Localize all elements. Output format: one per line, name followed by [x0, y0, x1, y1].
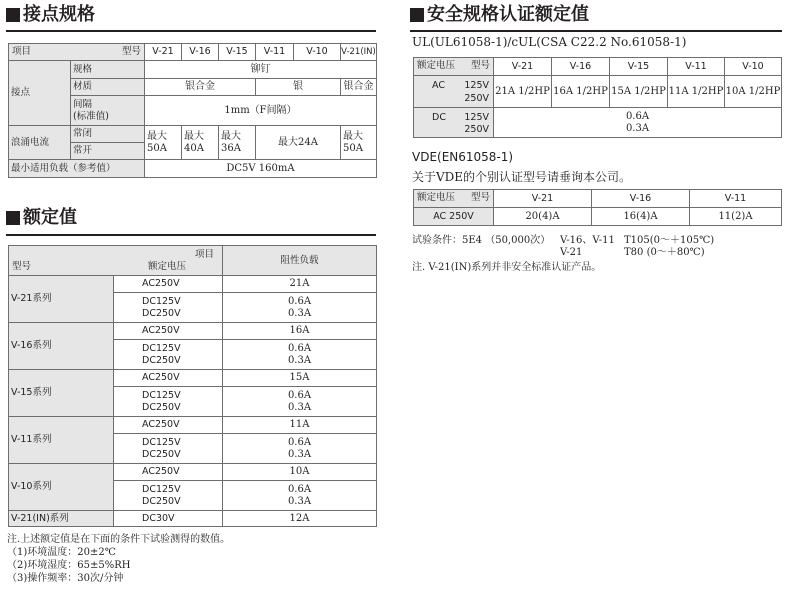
vde-value: 11(2)A: [690, 208, 782, 226]
test-condition-temp: T105(0～＋105℃): [624, 235, 715, 246]
load-value-ac: 10A: [223, 464, 377, 481]
series-label: V-21系列: [9, 276, 114, 323]
contact-corner-cell: 项目 型号: [9, 44, 145, 61]
voltage-ac: AC250V: [114, 370, 223, 387]
model-header: V-11: [256, 44, 294, 61]
test-condition-models: V-16、V-11: [560, 235, 615, 246]
gap-value: 1mm（F间隔）: [145, 96, 377, 126]
ul-model-header: V-15: [610, 58, 668, 76]
ul-model-header: V-11: [668, 58, 725, 76]
safety-heading-rule: [410, 30, 782, 32]
square-bullet-icon: [6, 211, 20, 225]
inrush-value: 最大 50A: [341, 126, 377, 160]
nc-label: 常闭: [71, 126, 145, 143]
table-row: [9, 370, 377, 387]
rated-corner-cell: 项目 型号 额定电压: [9, 246, 223, 276]
vde-voltage-label: AC 250V: [414, 208, 494, 226]
model-header: V-21(IN): [341, 44, 377, 61]
voltage-ac: AC250V: [114, 417, 223, 434]
vde-corner-cell: 额定电压 型号: [414, 190, 494, 208]
min-load-label: 最小适用负载（参考值）: [9, 160, 145, 178]
load-value-dc: 0.6A 0.3A: [223, 434, 377, 464]
voltage-dc: DC125V DC250V: [114, 340, 223, 370]
series-label: V-21(IN)系列: [9, 511, 114, 527]
table-row: [9, 511, 377, 527]
ul-ac-value: 16A 1/2HP: [552, 76, 610, 108]
ul-ac-value: 21A 1/2HP: [494, 76, 552, 108]
gap-label: 间隔 (标准值): [71, 96, 145, 126]
voltage-ac: AC250V: [114, 276, 223, 293]
model-header: V-10: [294, 44, 341, 61]
load-value-ac: 15A: [223, 370, 377, 387]
voltage-dc: DC30V: [114, 511, 223, 527]
spec-value: 铆钉: [145, 61, 377, 79]
load-value-dc: 0.6A 0.3A: [223, 340, 377, 370]
min-load-value: DC5V 160mA: [145, 160, 377, 178]
ul-model-header: V-10: [725, 58, 782, 76]
ul-title: UL(UL61058-1)/cUL(CSA C22.2 No.61058-1): [412, 35, 687, 49]
inrush-value: 最大24A: [256, 126, 341, 160]
square-bullet-icon: [6, 8, 20, 22]
contact-spec-heading: 接点规格: [6, 6, 95, 24]
vde-value: 16(4)A: [592, 208, 690, 226]
contact-group-label: 接点: [9, 61, 71, 126]
rated-table-rows: [8, 275, 377, 527]
table-row: [9, 276, 377, 293]
model-header: V-21: [145, 44, 182, 61]
vde-model-header: V-16: [592, 190, 690, 208]
ul-ac-value: 11A 1/2HP: [668, 76, 725, 108]
in-series-note: 注. V-21(IN)系列并非安全标准认证产品。: [412, 262, 602, 273]
table-row: [9, 323, 377, 340]
vde-value: 20(4)A: [494, 208, 592, 226]
vde-subtitle: 关于VDE的个别认证型号请垂询本公司。: [412, 170, 632, 184]
ul-ac-value: 10A 1/2HP: [725, 76, 782, 108]
vde-model-header: V-11: [690, 190, 782, 208]
ul-model-header: V-21: [494, 58, 552, 76]
voltage-dc: DC125V DC250V: [114, 387, 223, 417]
test-condition-label: 试验条件：5E4 （50,000次）: [412, 235, 551, 246]
table-row: [9, 417, 377, 434]
inrush-value: 最大 50A: [145, 126, 182, 160]
rated-table: [8, 245, 377, 276]
voltage-dc: DC125V DC250V: [114, 434, 223, 464]
load-value-ac: 11A: [223, 417, 377, 434]
contact-spec-table: [8, 43, 377, 178]
rated-heading: 额定值: [6, 209, 77, 227]
series-label: V-11系列: [9, 417, 114, 464]
voltage-dc: DC125V DC250V: [114, 293, 223, 323]
load-value-dc: 0.6A 0.3A: [223, 387, 377, 417]
rated-note-line: （2)环境湿度：65±5%RH: [7, 560, 131, 571]
series-label: V-10系列: [9, 464, 114, 511]
load-value-dc: 0.6A 0.3A: [223, 481, 377, 511]
test-condition-temp: T80 (0～＋80℃): [624, 247, 705, 258]
voltage-dc: DC125V DC250V: [114, 481, 223, 511]
ul-dc-value: 0.6A 0.3A: [494, 108, 782, 138]
model-header: V-16: [182, 44, 219, 61]
model-header: V-15: [219, 44, 256, 61]
series-label: V-15系列: [9, 370, 114, 417]
material-silver-alloy-last: 银合金: [341, 79, 377, 96]
ul-ac-label: AC 125V 250V: [414, 76, 494, 108]
rated-note-line: 注.上述额定值是在下面的条件下试验测得的数值。: [7, 534, 231, 545]
ul-table: [413, 57, 782, 138]
rated-note-line: （1)环境温度：20±2℃: [7, 547, 116, 558]
resistive-load-header: 阻性负载: [223, 246, 377, 276]
vde-table: [413, 189, 782, 226]
vde-title: VDE(EN61058-1): [412, 150, 514, 164]
series-label: V-16系列: [9, 323, 114, 370]
ul-dc-label: DC 125V 250V: [414, 108, 494, 138]
material-silver-alloy: 银合金: [145, 79, 256, 96]
material-label: 材质: [71, 79, 145, 96]
contact-heading-rule: [6, 30, 376, 32]
ul-corner-cell: 额定电压 型号: [414, 58, 494, 76]
load-value-dc: 12A: [223, 511, 377, 527]
load-value-dc: 0.6A 0.3A: [223, 293, 377, 323]
voltage-ac: AC250V: [114, 464, 223, 481]
inrush-value: 最大 40A: [182, 126, 219, 160]
test-condition-models: V-21: [560, 247, 583, 258]
rated-heading-rule: [6, 234, 376, 236]
load-value-ac: 21A: [223, 276, 377, 293]
inrush-value: 最大 36A: [219, 126, 256, 160]
safety-heading: 安全规格认证额定值: [410, 6, 589, 24]
load-value-ac: 16A: [223, 323, 377, 340]
rated-note-line: （3)操作频率：30次/分钟: [7, 573, 124, 584]
inrush-label: 浪涌电流: [9, 126, 71, 160]
voltage-ac: AC250V: [114, 323, 223, 340]
table-row: [9, 464, 377, 481]
spec-label: 规格: [71, 61, 145, 79]
no-label: 常开: [71, 143, 145, 160]
square-bullet-icon: [410, 8, 424, 22]
ul-ac-value: 15A 1/2HP: [610, 76, 668, 108]
ul-model-header: V-16: [552, 58, 610, 76]
material-silver: 银: [256, 79, 341, 96]
vde-model-header: V-21: [494, 190, 592, 208]
